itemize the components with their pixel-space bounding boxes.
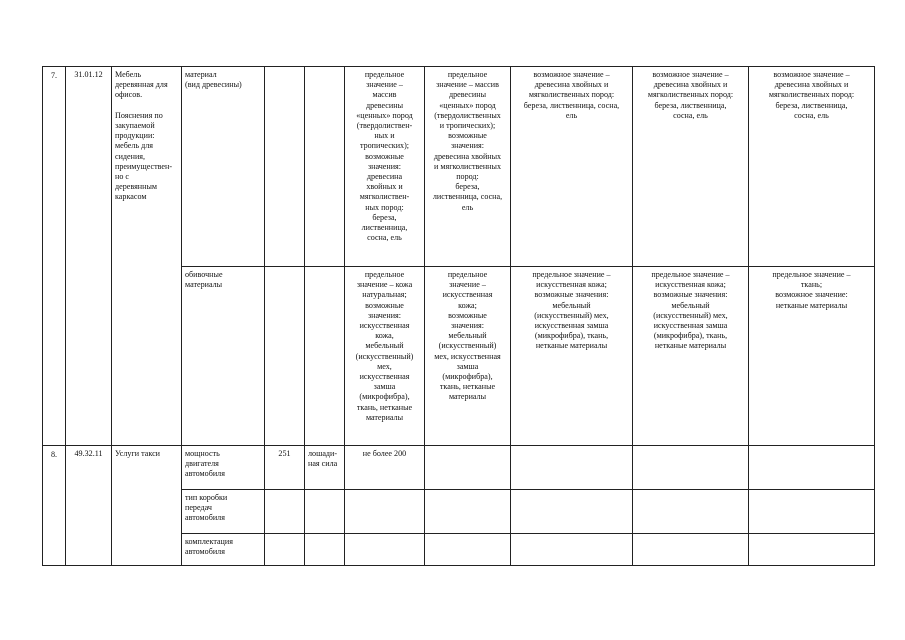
group3-value (633, 534, 749, 566)
group1-value (425, 446, 511, 490)
limit-value: не более 200 (345, 446, 425, 490)
group4-value (749, 446, 875, 490)
limit-value (345, 534, 425, 566)
okpd-code: 49.32.11 (66, 446, 112, 566)
group4-value (749, 490, 875, 534)
group2-value: возможное значение – древесина хвойных и мягколиственных пород: береза, лиственница, сосна, ель (511, 67, 633, 267)
unit-of-measure (305, 534, 345, 566)
characteristic-value: 251 (265, 446, 305, 490)
group1-value (425, 490, 511, 534)
unit-of-measure: лошади- ная сила (305, 446, 345, 490)
unit-of-measure (305, 490, 345, 534)
group1-value (425, 534, 511, 566)
product-name: Мебель деревянная для офисов. Пояснения по закупаемой продукции: мебель для сидения, преимуществен- но с деревянным каркасом (112, 67, 182, 446)
group1-value: предельное значение – искусственная кожа; возможные значения: мебельный (искусственный) мех, искусственная замша (микрофибра), ткань, нетканые материалы (425, 267, 511, 446)
group3-value: возможное значение – древесина хвойных и мягколиственных пород: береза, лиственница, сосна, ель (633, 67, 749, 267)
group4-value: возможное значение – древесина хвойных и мягколиственных пород: береза, лиственница, сосна, ель (749, 67, 875, 267)
group4-value (749, 534, 875, 566)
limit-value (345, 490, 425, 534)
unit-of-measure (305, 67, 345, 267)
characteristic-name: тип коробки передач автомобиля (182, 490, 265, 534)
group2-value (511, 490, 633, 534)
group3-value (633, 446, 749, 490)
table-row (43, 67, 875, 267)
table-row (43, 446, 875, 490)
characteristic-name: материал (вид древесины) (182, 67, 265, 267)
group3-value: предельное значение – искусственная кожа; возможные значения: мебельный (искусственный) мех, искусственная замша (микрофибра), ткань, нетканые материалы (633, 267, 749, 446)
characteristic-name: комплектация автомобиля (182, 534, 265, 566)
requirements-table (42, 66, 875, 566)
okpd-code: 31.01.12 (66, 67, 112, 446)
limit-value: предельное значение – кожа натуральная; возможные значения: искусственная кожа, мебельный (искусственный) мех, искусственная замша (микрофибра), ткань, нетканые материалы (345, 267, 425, 446)
group2-value (511, 534, 633, 566)
characteristic-value (265, 67, 305, 267)
group2-value (511, 446, 633, 490)
group4-value: предельное значение – ткань; возможное значение: нетканые материалы (749, 267, 875, 446)
row-number: 8. (43, 446, 66, 566)
group1-value: предельное значение – массив древесины «ценных» пород (твердолиственных и тропических); возможные значения: древесина хвойных и мягколиственных пород: береза, лиственница, сосна, ель (425, 67, 511, 267)
characteristic-value (265, 267, 305, 446)
group3-value (633, 490, 749, 534)
characteristic-name: обивочные материалы (182, 267, 265, 446)
limit-value: предельное значение – массив древесины «ценных» пород (твердолиствен- ных и тропических); возможные значения: древесина хвойных и мягколиствен- ных пород: береза, лиственница, сосна, ель (345, 67, 425, 267)
characteristic-name: мощность двигателя автомобиля (182, 446, 265, 490)
row-number: 7. (43, 67, 66, 446)
unit-of-measure (305, 267, 345, 446)
characteristic-value (265, 490, 305, 534)
group2-value: предельное значение – искусственная кожа; возможные значения: мебельный (искусственный) мех, искусственная замша (микрофибра), ткань, нетканые материалы (511, 267, 633, 446)
characteristic-value (265, 534, 305, 566)
product-name: Услуги такси (112, 446, 182, 566)
